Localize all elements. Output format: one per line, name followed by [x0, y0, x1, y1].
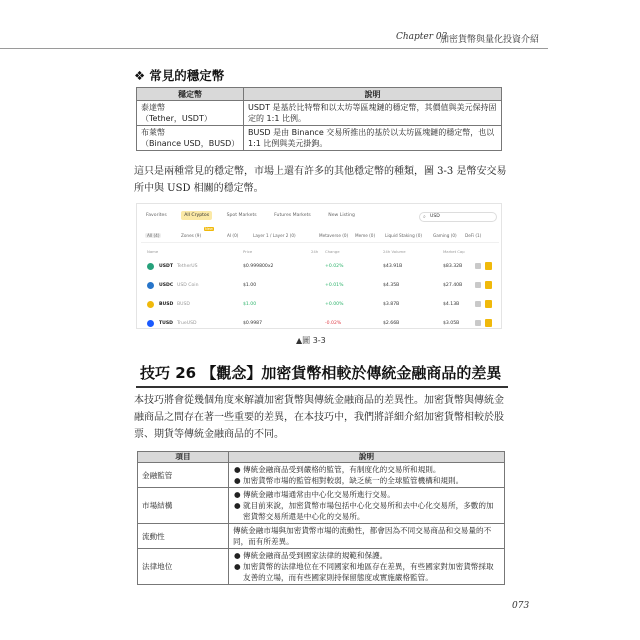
chart-icon[interactable]: [475, 282, 481, 288]
exchange-screenshot: [136, 203, 502, 329]
col-market-cap[interactable]: Market Cap: [443, 249, 465, 254]
table-cell-desc: BUSD 是由 Binance 交易所推出的基於以太坊區塊鏈的穩定幣，也以 1:1 比例與美元掛鉤。: [244, 126, 502, 151]
coin-market-cap: $83.32B: [443, 264, 463, 269]
tab-favorites[interactable]: Favorites: [146, 213, 167, 218]
table-cell-item: 市場結構: [138, 488, 229, 524]
list-item-text: 傳統金融商品受到國家法律的規範和保護。: [243, 551, 388, 560]
page-header: [0, 28, 640, 46]
list-item-text: 就目前來說，加密貨幣市場包括中心化交易所和去中心化交易所，多數的加密貨幣交易所還是中心化的交易所。: [243, 501, 494, 521]
coin-icon: [147, 301, 154, 308]
coin-name: TetherUS: [177, 264, 198, 269]
chart-icon[interactable]: [475, 263, 481, 269]
table-cell-item: 流動性: [138, 524, 229, 549]
body-paragraph: 本技巧將會從幾個角度來解讀加密貨幣與傳統金融商品的差異性。加密貨幣與傳統金融商品之間存在著一些重要的差異，在本技巧中，我們將詳細介紹加密貨幣相較於股票、期貨等傳統金融商品的不同。: [134, 395, 504, 440]
list-item: [234, 550, 500, 561]
table-row: [138, 463, 505, 488]
chart-icon[interactable]: [475, 320, 481, 326]
diamond-icon: ❖: [134, 68, 146, 83]
coin-symbol: USDT: [159, 264, 173, 269]
chart-icon[interactable]: [475, 301, 481, 307]
header-rule: [0, 48, 548, 49]
bullet-list: [233, 550, 500, 583]
col-volume[interactable]: 24h Volume: [383, 249, 406, 254]
bullet-icon: ●: [234, 551, 241, 560]
coin-name: BUSD: [177, 302, 190, 307]
stablecoin-table: [136, 87, 502, 151]
comparison-table: [137, 451, 505, 585]
coin-name: USD Coin: [177, 283, 199, 288]
coin-change: +0.01%: [325, 283, 344, 288]
table-row[interactable]: [145, 278, 495, 294]
list-item-text: 加密貨幣的法律地位在不同國家和地區存在差異，有些國家對加密貨幣採取友善的立場，而有些國家則持保留態度或實施嚴格監管。: [243, 562, 494, 582]
coin-change: -0.02%: [325, 321, 342, 326]
coin-change: +0.00%: [325, 302, 344, 307]
body-paragraph: 這只是兩種常見的穩定幣，市場上還有許多的其他穩定幣的種類，圖 3-3 是幣安交易所中與 USD 相關的穩定幣。: [134, 166, 507, 194]
bullet-icon: ●: [234, 465, 241, 474]
table-cell-desc: [229, 524, 505, 549]
section-heading-stablecoins: [134, 66, 224, 84]
coin-price: $0.9987: [243, 321, 262, 326]
coin-volume: $3.87B: [383, 302, 400, 307]
filter-meme[interactable]: Meme (0): [355, 233, 376, 238]
col-24h[interactable]: 24h: [311, 249, 319, 254]
tab-spot-markets[interactable]: Spot Markets: [226, 213, 257, 218]
tab-futures-markets[interactable]: Futures Markets: [274, 213, 311, 218]
table-cell-text: 傳統金融市場與加密貨幣市場的流動性，都會因為不同交易商品和交易量的不同，而有所差異。: [233, 526, 492, 546]
coin-market-cap: $4.13B: [443, 302, 460, 307]
filter-defi[interactable]: DeFi (1): [465, 233, 482, 238]
chapter-title: 加密貨幣與量化投資介紹: [440, 35, 540, 45]
bullet-icon: ●: [234, 476, 241, 485]
page-number: 073: [512, 601, 530, 611]
figure-caption: ▲圖 3-3: [296, 336, 326, 345]
coin-market-cap: $3.05B: [443, 321, 460, 326]
coin-price: $0.999800x2: [243, 264, 274, 269]
trade-icon[interactable]: [485, 262, 492, 270]
section-heading-text: 常見的穩定幣: [149, 68, 225, 83]
table-header-row: [137, 88, 502, 101]
coin-volume: $4.35B: [383, 283, 400, 288]
filter-zones[interactable]: Zones (9): [181, 233, 202, 238]
coin-symbol: BUSD: [159, 302, 174, 307]
table-header-row: [138, 452, 505, 463]
coin-icon: [147, 263, 154, 270]
table-cell-item: 金融監管: [138, 463, 229, 488]
coin-price: $1.00: [243, 302, 257, 307]
tab-all-cryptos[interactable]: All Cryptos: [181, 211, 212, 220]
table-cell-desc: [229, 488, 505, 524]
table-header-cell: 說明: [229, 452, 505, 463]
market-tabs: [143, 211, 368, 223]
table-cell-name: 泰達幣 （Tether，USDT）: [137, 101, 244, 126]
table-row: [137, 126, 502, 151]
table-header-cell: 穩定幣: [137, 88, 244, 101]
coin-symbol: TUSD: [159, 321, 173, 326]
filter-gaming[interactable]: Gaming (0): [433, 233, 457, 238]
table-cell-desc: USDT 是基於比特幣和以太坊等區塊鏈的穩定幣，其價值與美元保持固定的 1:1 比例。: [244, 101, 502, 126]
table-row: [137, 101, 502, 126]
filter-liquid-staking[interactable]: Liquid Staking (0): [385, 233, 422, 238]
trade-icon[interactable]: [485, 300, 492, 308]
table-row: [138, 549, 505, 585]
filter-ai[interactable]: AI (0): [227, 233, 239, 238]
trade-icon[interactable]: [485, 281, 492, 289]
section-heading-tip26: 技巧 26 【觀念】加密貨幣相較於傳統金融商品的差異: [140, 364, 502, 382]
col-price[interactable]: Price: [243, 249, 253, 254]
filter-layer[interactable]: Layer 1 / Layer 2 (0): [253, 233, 296, 238]
chapter-label: Chapter 03: [396, 32, 448, 42]
table-header-cell: 項目: [138, 452, 229, 463]
coin-name: TrueUSD: [177, 321, 197, 326]
search-icon: ⌕: [423, 214, 426, 220]
table-row[interactable]: [145, 259, 495, 275]
table-row: [138, 488, 505, 524]
bullet-list: [233, 464, 500, 486]
search-input[interactable]: [419, 212, 497, 222]
table-cell-name: 布萊幣 （Binance USD，BUSD）: [137, 126, 244, 151]
list-item-text: 加密貨幣市場的監管相對較弱，缺乏統一的全球監管機構和規則。: [243, 476, 464, 485]
list-item: [234, 475, 500, 486]
list-item: [234, 500, 500, 522]
bullet-icon: ●: [234, 562, 241, 571]
col-change[interactable]: Change: [325, 249, 340, 254]
coin-icon: [147, 320, 154, 327]
coin-volume: $43.91B: [383, 264, 403, 269]
filter-all[interactable]: All (4): [147, 233, 160, 238]
heading-rule: [136, 386, 508, 388]
coin-market-cap: $27.40B: [443, 283, 463, 288]
table-row[interactable]: [145, 316, 495, 332]
filter-metaverse[interactable]: Metaverse (0): [319, 233, 349, 238]
table-cell-item: 法律地位: [138, 549, 229, 585]
tab-new-listing[interactable]: New Listing: [328, 213, 355, 218]
new-badge: New: [205, 227, 213, 231]
list-item: [234, 489, 500, 500]
trade-icon[interactable]: [485, 319, 492, 327]
bullet-icon: ●: [234, 490, 241, 499]
bullet-icon: ●: [234, 501, 241, 510]
table-cell-desc: [229, 463, 505, 488]
table-cell-desc: [229, 549, 505, 585]
filter-bar: [141, 227, 499, 243]
coin-change: +0.02%: [325, 264, 344, 269]
list-item: [234, 561, 500, 583]
coin-volume: $2.66B: [383, 321, 400, 326]
list-item-text: 傳統金融商品受到嚴格的監管，有制度化的交易所和規則。: [243, 465, 441, 474]
table-row: [138, 524, 505, 549]
search-value: USD: [430, 214, 440, 219]
coin-price: $1.00: [243, 283, 257, 288]
list-item: [234, 464, 500, 475]
market-table-header: [145, 249, 495, 257]
list-item-text: 傳統金融市場通常由中心化交易所進行交易。: [243, 490, 395, 499]
coin-icon: [147, 282, 154, 289]
bullet-list: [233, 489, 500, 522]
table-header-cell: 說明: [244, 88, 502, 101]
table-row[interactable]: [145, 297, 495, 313]
coin-symbol: USDC: [159, 283, 174, 288]
col-name[interactable]: Name: [147, 249, 159, 254]
comparison-table-body: [138, 463, 505, 585]
